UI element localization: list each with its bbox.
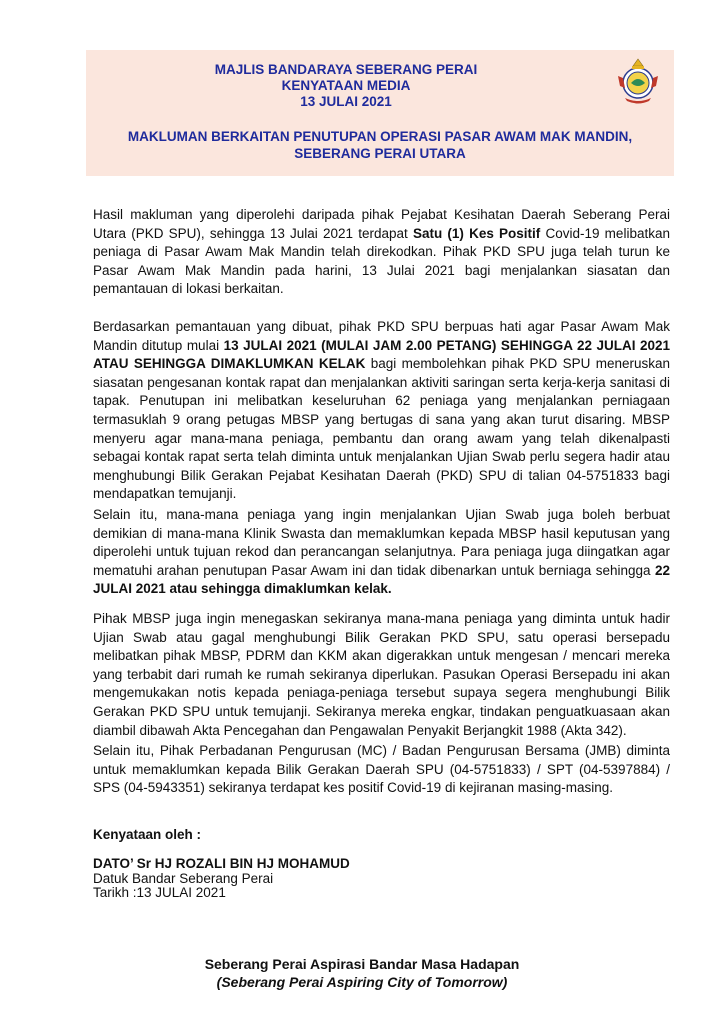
release-date: 13 JULAI 2021 [300, 94, 392, 109]
signatory-name: DATO’ Sr HJ ROZALI BIN HJ MOHAMUD [93, 856, 350, 871]
paragraph-line: mengemukakan notis kepada peniaga-peniaga tersebut supaya segera menghubungi Bilik [93, 685, 670, 701]
paragraph-line: sebagai kontak rapat serta telah diminta untuk menjalankan Ujian Swab perlu segera hadir atau [93, 449, 670, 465]
paragraph-line: Pihak MBSP juga ingin menegaskan sekiranya mana-mana peniaga yang diminta untuk hadir [93, 611, 670, 626]
paragraph-line: siasatan pengesanan kontak rapat dan menjalankan aktiviti saringan serta kerja-kerja sanitasi di [93, 374, 670, 390]
paragraph-line: melibatkan pihak MBSP, PDRM dan KKM akan digerakkan untuk mengesan / mencari mereka [93, 648, 670, 664]
paragraph-line: Pasar Awam Mak Mandin pada harini, 13 Julai 2021 bagi menjalankan siasatan dan [93, 262, 670, 278]
paragraph-1 [93, 206, 670, 299]
paragraph-line: Ujian Swab atau gagal menghubungi Bilik Gerakan PKD SPU, satu operasi bersepadu [93, 629, 670, 645]
signatory-title: Datuk Bandar Seberang Perai [93, 871, 274, 886]
paragraph-5 [93, 742, 670, 798]
subject [86, 128, 674, 162]
press-release-header [86, 50, 674, 176]
emphasis-text: JULAI 2021 atau sehingga dimaklumkan kelak. [93, 581, 392, 597]
paragraph-line: untuk memaklumkan kepada Bilik Gerakan Daerah SPU (04-5751833) / SPT (04-5397884) / [93, 761, 670, 777]
paragraph-line: Hasil makluman yang diperolehi daripada pihak Pejabat Kesihatan Daerah Seberang Perai [93, 207, 670, 222]
paragraph-line: demikian di mana-mana Klinik Swasta dan memaklumkan kepada MBSP hasil keputusan yang [93, 525, 670, 541]
org-name: MAJLIS BANDARAYA SEBERANG PERAI [214, 62, 478, 77]
paragraph-line: Selain itu, Pihak Perbadanan Pengurusan (MC) / Badan Pengurusan Bersama (JMB) diminta [93, 743, 670, 758]
mbsp-crest-icon [613, 56, 663, 106]
paragraph-line: mematuhi arahan penutupan Pasar Awam ini dan tidak dibenarkan untuk berniaga sehingga 22 [93, 562, 670, 578]
emphasis-text: ATAU SEHINGGA DIMAKLUMKAN KELAK [93, 356, 366, 372]
paragraph-line: pemantauan di lokasi berkaitan. [93, 281, 284, 297]
paragraph-line: peniaga di Pasar Awam Mak Mandin telah direkodkan. Pihak PKD SPU juga telah turun ke [93, 244, 670, 260]
footer-tagline-en: (Seberang Perai Aspiring City of Tomorrow) [216, 974, 508, 990]
paragraph-line: tapak. Penutupan ini melibatkan keseluruhan 62 peniaga yang menjalankan perniagaan [93, 393, 670, 409]
paragraph-line: Selain itu, mana-mana peniaga yang ingin menjalankan Ujian Swab juga boleh berbuat [93, 507, 670, 522]
signature-date: Tarikh :13 JULAI 2021 [93, 885, 226, 900]
paragraph-line: ATAU SEHINGGA DIMAKLUMKAN KELAK bagi membolehkan pihak PKD SPU meneruskan [93, 356, 671, 372]
footer [0, 955, 724, 991]
org-block [86, 62, 606, 110]
paragraph-line: Utara (PKD SPU), sehingga 13 Julai 2021 terdapat Satu (1) Kes Positif Covid-19 melibatkan [93, 225, 670, 241]
paragraph-line: Gerakan PKD SPU untuk temujanji. Sekiranya mereka engkar, tindakan penguatkuasaan akan [93, 703, 670, 719]
paragraph-4 [93, 610, 670, 740]
emphasis-text: 22 [654, 562, 670, 578]
paragraph-line: yang terbabit dari rumah ke rumah sekiranya diperlukan. Pasukan Operasi Bersepadu ini akan [93, 666, 670, 682]
paragraph-line: diambil dibawah Akta Pencegahan dan Pengawalan Penyakit Berjangkit 1988 (Akta 342). [93, 722, 627, 738]
paragraph-line: mendapatkan temujanji. [93, 486, 237, 502]
paragraph-line: menyeru agar mana-mana peniaga, pembantu dan orang awam yang telah dikenalpasti [93, 430, 670, 446]
paragraph-line: menghubungi Bilik Gerakan Pejabat Kesihatan Daerah (PKD) SPU di talian 04-5751833 bagi [93, 467, 670, 483]
paragraph-line: diperolehi untuk tujuan rekod dan perancangan selanjutnya. Para peniaga juga diingatkan agar [93, 544, 670, 560]
paragraph-3 [93, 506, 670, 599]
footer-tagline: Seberang Perai Aspirasi Bandar Masa Hadapan [204, 956, 520, 972]
subject-line-1: MAKLUMAN BERKAITAN PENUTUPAN OPERASI PASAR AWAM MAK MANDIN, [127, 129, 633, 144]
paragraph-line: SPS (04-5943351) sekiranya terdapat kes positif Covid-19 di kejiranan masing-masing. [93, 780, 614, 796]
paragraph-line: termasuklah 9 orang petugas MBSP yang bertugas di sana yang akan turut disaring. MBSP [93, 411, 670, 427]
statement-by-label [93, 826, 201, 844]
paragraph-line [93, 580, 670, 599]
emphasis-text: 13 JULAI 2021 (MULAI JAM 2.00 PETANG) SEHINGGA 22 JULAI 2021 [223, 337, 670, 353]
doc-type: KENYATAAN MEDIA [281, 78, 411, 93]
statement-by-text: Kenyataan oleh : [93, 827, 202, 842]
emphasis-text: Satu (1) Kes Positif [412, 225, 541, 241]
subject-line-2: SEBERANG PERAI UTARA [294, 146, 466, 161]
paragraph-line: Mandin ditutup mulai 13 JULAI 2021 (MULAI JAM 2.00 PETANG) SEHINGGA 22 JULAI 2021 [93, 337, 670, 353]
paragraph-2 [93, 318, 670, 504]
paragraph-line: Berdasarkan pemantauan yang dibuat, pihak PKD SPU berpuas hati agar Pasar Awam Mak [93, 319, 670, 334]
